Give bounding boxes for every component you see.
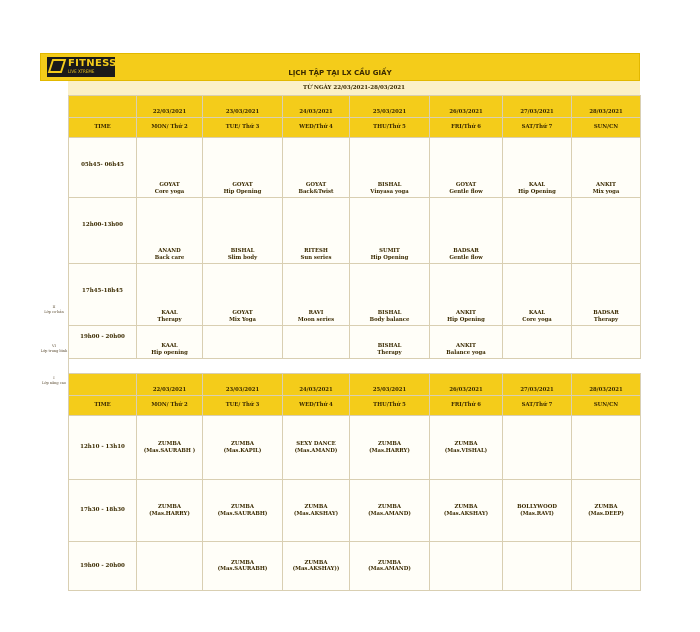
class-detail: Core yoga [522, 316, 552, 323]
time-slot-label: 12h00-13h00 [69, 198, 137, 264]
class-cell [430, 480, 503, 542]
date-cell: 26/03/2021 [430, 96, 503, 118]
class-detail: (Mas.AMAND) [368, 566, 411, 572]
day-cell: FRI/Thứ 6 [430, 118, 503, 138]
date-cell: 23/03/2021 [203, 374, 283, 396]
class-detail: Back care [154, 254, 185, 261]
class-detail: Hip opening [151, 349, 188, 356]
class-cell [203, 542, 283, 591]
day-cell: FRI/Thứ 6 [430, 396, 503, 416]
time-slot-row [69, 264, 641, 326]
class-cell [572, 326, 641, 359]
time-slot-row [69, 480, 641, 542]
time-slot-row [69, 198, 641, 264]
class-name: ZUMBA [158, 441, 181, 447]
class-name: KAAL [528, 182, 546, 188]
corner-cell [69, 374, 137, 396]
class-cell [503, 264, 572, 326]
class-detail: Hip Opening [447, 316, 485, 323]
class-cell [137, 542, 203, 591]
yoga-schedule-table [68, 95, 641, 359]
class-cell [430, 138, 503, 198]
class-cell [350, 480, 430, 542]
time-slot-row [69, 416, 641, 480]
class-name: ZUMBA [378, 441, 401, 447]
class-cell [350, 542, 430, 591]
day-cell: TUE/ Thứ 3 [203, 396, 283, 416]
class-detail: (Mas.KAPIL) [223, 447, 262, 454]
class-name: KAAL [161, 310, 178, 316]
class-name: ZUMBA [158, 504, 181, 510]
day-cell: THU/Thứ 5 [350, 396, 430, 416]
class-name: BADSAR [593, 310, 619, 316]
class-cell [283, 138, 350, 198]
class-name: GOYAT [232, 310, 253, 316]
class-name: ANKIT [456, 310, 476, 316]
day-cell: WED/Thứ 4 [283, 396, 350, 416]
day-header-row [69, 118, 641, 138]
date-range: TỪ NGÀY 22/03/2021-28/03/2021 [68, 81, 640, 95]
day-header-row [69, 396, 641, 416]
time-header: TIME [69, 118, 137, 138]
day-cell: SAT/Thứ 7 [503, 396, 572, 416]
class-detail: (Mas.HARRY) [149, 510, 190, 517]
class-name: RAVI [308, 310, 324, 316]
class-cell [430, 264, 503, 326]
class-name: ANKIT [596, 182, 616, 188]
class-name: SUMIT [379, 248, 400, 254]
class-detail: Gentle flow [449, 188, 483, 195]
class-detail: Hip Opening [370, 254, 409, 261]
class-detail: Therapy [593, 316, 619, 323]
date-cell: 27/03/2021 [503, 96, 572, 118]
class-name: ZUMBA [231, 504, 254, 510]
time-slot-label: 19h00 - 20h00 [69, 326, 137, 359]
day-cell: MON/ Thứ 2 [137, 118, 203, 138]
class-name: BISHAL [377, 310, 402, 316]
date-header-row [69, 96, 641, 118]
class-detail: Mix yoga [592, 188, 620, 195]
class-name: ZUMBA [231, 441, 254, 447]
class-cell [572, 198, 641, 264]
class-detail: Hip Opening [518, 188, 556, 195]
class-name: ZUMBA [594, 504, 618, 510]
class-cell [203, 480, 283, 542]
class-cell [572, 416, 641, 480]
class-detail: Moon series [297, 316, 335, 323]
date-cell: 23/03/2021 [203, 96, 283, 118]
time-slot-label: 05h45- 06h45 [69, 138, 137, 198]
class-cell [283, 326, 350, 359]
level-label: II [52, 305, 56, 309]
date-cell: 28/03/2021 [572, 96, 641, 118]
time-slot-label: 17h45-18h45 [69, 264, 137, 326]
class-cell [503, 416, 572, 480]
class-cell [430, 542, 503, 591]
class-cell [283, 416, 350, 480]
class-detail: Vinyasa yoga [370, 188, 409, 195]
class-cell [137, 264, 203, 326]
class-cell [203, 326, 283, 359]
class-cell [137, 326, 203, 359]
class-detail: Hip Opening [223, 188, 262, 195]
class-name: ZUMBA [304, 559, 328, 566]
class-cell [283, 542, 350, 591]
date-cell: 22/03/2021 [137, 374, 203, 396]
dance-schedule-table [68, 373, 641, 591]
class-detail: Back&Twist [298, 188, 334, 195]
class-name: BISHAL [230, 248, 255, 254]
class-cell [350, 416, 430, 480]
class-name: ZUMBA [304, 504, 328, 510]
class-name: GOYAT [159, 182, 180, 188]
class-cell [503, 480, 572, 542]
row-label-column [40, 81, 69, 385]
class-name: GOYAT [455, 182, 477, 188]
class-cell [203, 264, 283, 326]
class-name: ZUMBA [378, 559, 401, 566]
class-detail: (Mas.AKSHAY)) [292, 566, 340, 572]
class-detail: (Mas.AKSHAY) [443, 510, 489, 517]
day-cell: MON/ Thứ 2 [137, 396, 203, 416]
class-name: ZUMBA [454, 504, 478, 510]
day-cell: WED/Thứ 4 [283, 118, 350, 138]
class-cell [572, 264, 641, 326]
class-cell [350, 264, 430, 326]
class-cell [430, 198, 503, 264]
date-cell: 24/03/2021 [283, 374, 350, 396]
class-cell [503, 198, 572, 264]
class-cell [503, 138, 572, 198]
level-label: Lớp trung bình [40, 349, 68, 353]
class-name: KAAL [161, 343, 178, 349]
page-title: LỊCH TẬP TẠI LX CẦU GIẤY [288, 69, 392, 77]
class-cell [203, 416, 283, 480]
class-detail: (Mas.HARRY) [369, 447, 410, 454]
class-detail: Therapy [157, 316, 182, 323]
class-name: BOLLYWOOD [517, 504, 557, 510]
class-cell [137, 198, 203, 264]
time-slot-row [69, 542, 641, 591]
class-cell [283, 264, 350, 326]
class-name: GOYAT [305, 182, 327, 188]
day-cell: THU/Thứ 5 [350, 118, 430, 138]
class-detail: (Mas.AMAND) [368, 510, 411, 517]
class-detail: Gentle flow [449, 254, 483, 261]
class-cell [430, 326, 503, 359]
class-name: BADSAR [453, 248, 479, 254]
class-name: SEXY DANCE [296, 441, 336, 447]
day-cell: SAT/Thứ 7 [503, 118, 572, 138]
time-slot-label: 12h10 - 13h10 [69, 416, 137, 480]
time-slot-row [69, 138, 641, 198]
class-detail: Sun series [300, 254, 332, 261]
class-cell [572, 138, 641, 198]
logo-tagline: LIVE XTREME [68, 69, 95, 74]
class-cell [350, 198, 430, 264]
class-detail: Therapy [377, 349, 402, 356]
class-cell [283, 480, 350, 542]
class-cell [137, 416, 203, 480]
day-cell: TUE/ Thứ 3 [203, 118, 283, 138]
corner-cell [69, 96, 137, 118]
class-name: KAAL [528, 310, 546, 316]
date-cell: 27/03/2021 [503, 374, 572, 396]
class-name: ANAND [158, 248, 181, 254]
class-name: BISHAL [377, 343, 402, 349]
class-cell [503, 326, 572, 359]
time-slot-label: 19h00 - 20h00 [69, 542, 137, 591]
date-header-row [69, 374, 641, 396]
date-cell: 26/03/2021 [430, 374, 503, 396]
class-cell [572, 542, 641, 591]
class-cell [283, 198, 350, 264]
class-detail: Mix Yoga [229, 316, 256, 323]
class-detail: (Mas.DEEP) [588, 510, 624, 517]
class-detail: (Mas.RAVI) [520, 510, 554, 517]
level-label: I [53, 376, 55, 380]
class-cell [203, 138, 283, 198]
class-name: ANKIT [456, 343, 476, 349]
class-detail: Balance yoga [446, 349, 486, 356]
time-slot-label: 17h30 - 18h30 [69, 480, 137, 542]
level-label: Lớp cơ bản [44, 310, 64, 314]
date-cell: 28/03/2021 [572, 374, 641, 396]
class-detail: Core yoga [154, 188, 185, 195]
class-cell [137, 480, 203, 542]
class-detail: (Mas.SAURABH) [217, 510, 268, 517]
level-label: VI [52, 344, 56, 348]
class-name: ZUMBA [231, 559, 254, 566]
class-cell [203, 198, 283, 264]
class-name: RITESH [304, 248, 328, 254]
level-label: Lớp nâng cao [42, 381, 66, 385]
class-cell [350, 326, 430, 359]
class-cell [350, 138, 430, 198]
class-detail: (Mas.VISHAL) [444, 447, 488, 454]
class-detail: (Mas.AMAND) [294, 447, 338, 454]
class-name: BISHAL [377, 182, 402, 188]
day-cell: SUN/CN [572, 396, 641, 416]
logo-text: FITNESS [68, 58, 117, 69]
time-header: TIME [69, 396, 137, 416]
date-cell: 24/03/2021 [283, 96, 350, 118]
class-cell [430, 416, 503, 480]
class-detail: (Mas.SAURABH ) [143, 447, 196, 454]
class-name: GOYAT [232, 182, 253, 188]
class-cell [572, 480, 641, 542]
class-detail: Body balance [369, 316, 410, 323]
time-slot-row [69, 326, 641, 359]
class-detail: (Mas.SAURABH) [217, 566, 268, 572]
class-name: ZUMBA [378, 504, 401, 510]
date-cell: 25/03/2021 [350, 374, 430, 396]
class-detail: (Mas.AKSHAY) [293, 510, 339, 517]
class-cell [503, 542, 572, 591]
class-cell [137, 138, 203, 198]
class-detail: Slim body [227, 254, 258, 261]
day-cell: SUN/CN [572, 118, 641, 138]
date-cell: 22/03/2021 [137, 96, 203, 118]
date-cell: 25/03/2021 [350, 96, 430, 118]
class-name: ZUMBA [454, 441, 478, 447]
